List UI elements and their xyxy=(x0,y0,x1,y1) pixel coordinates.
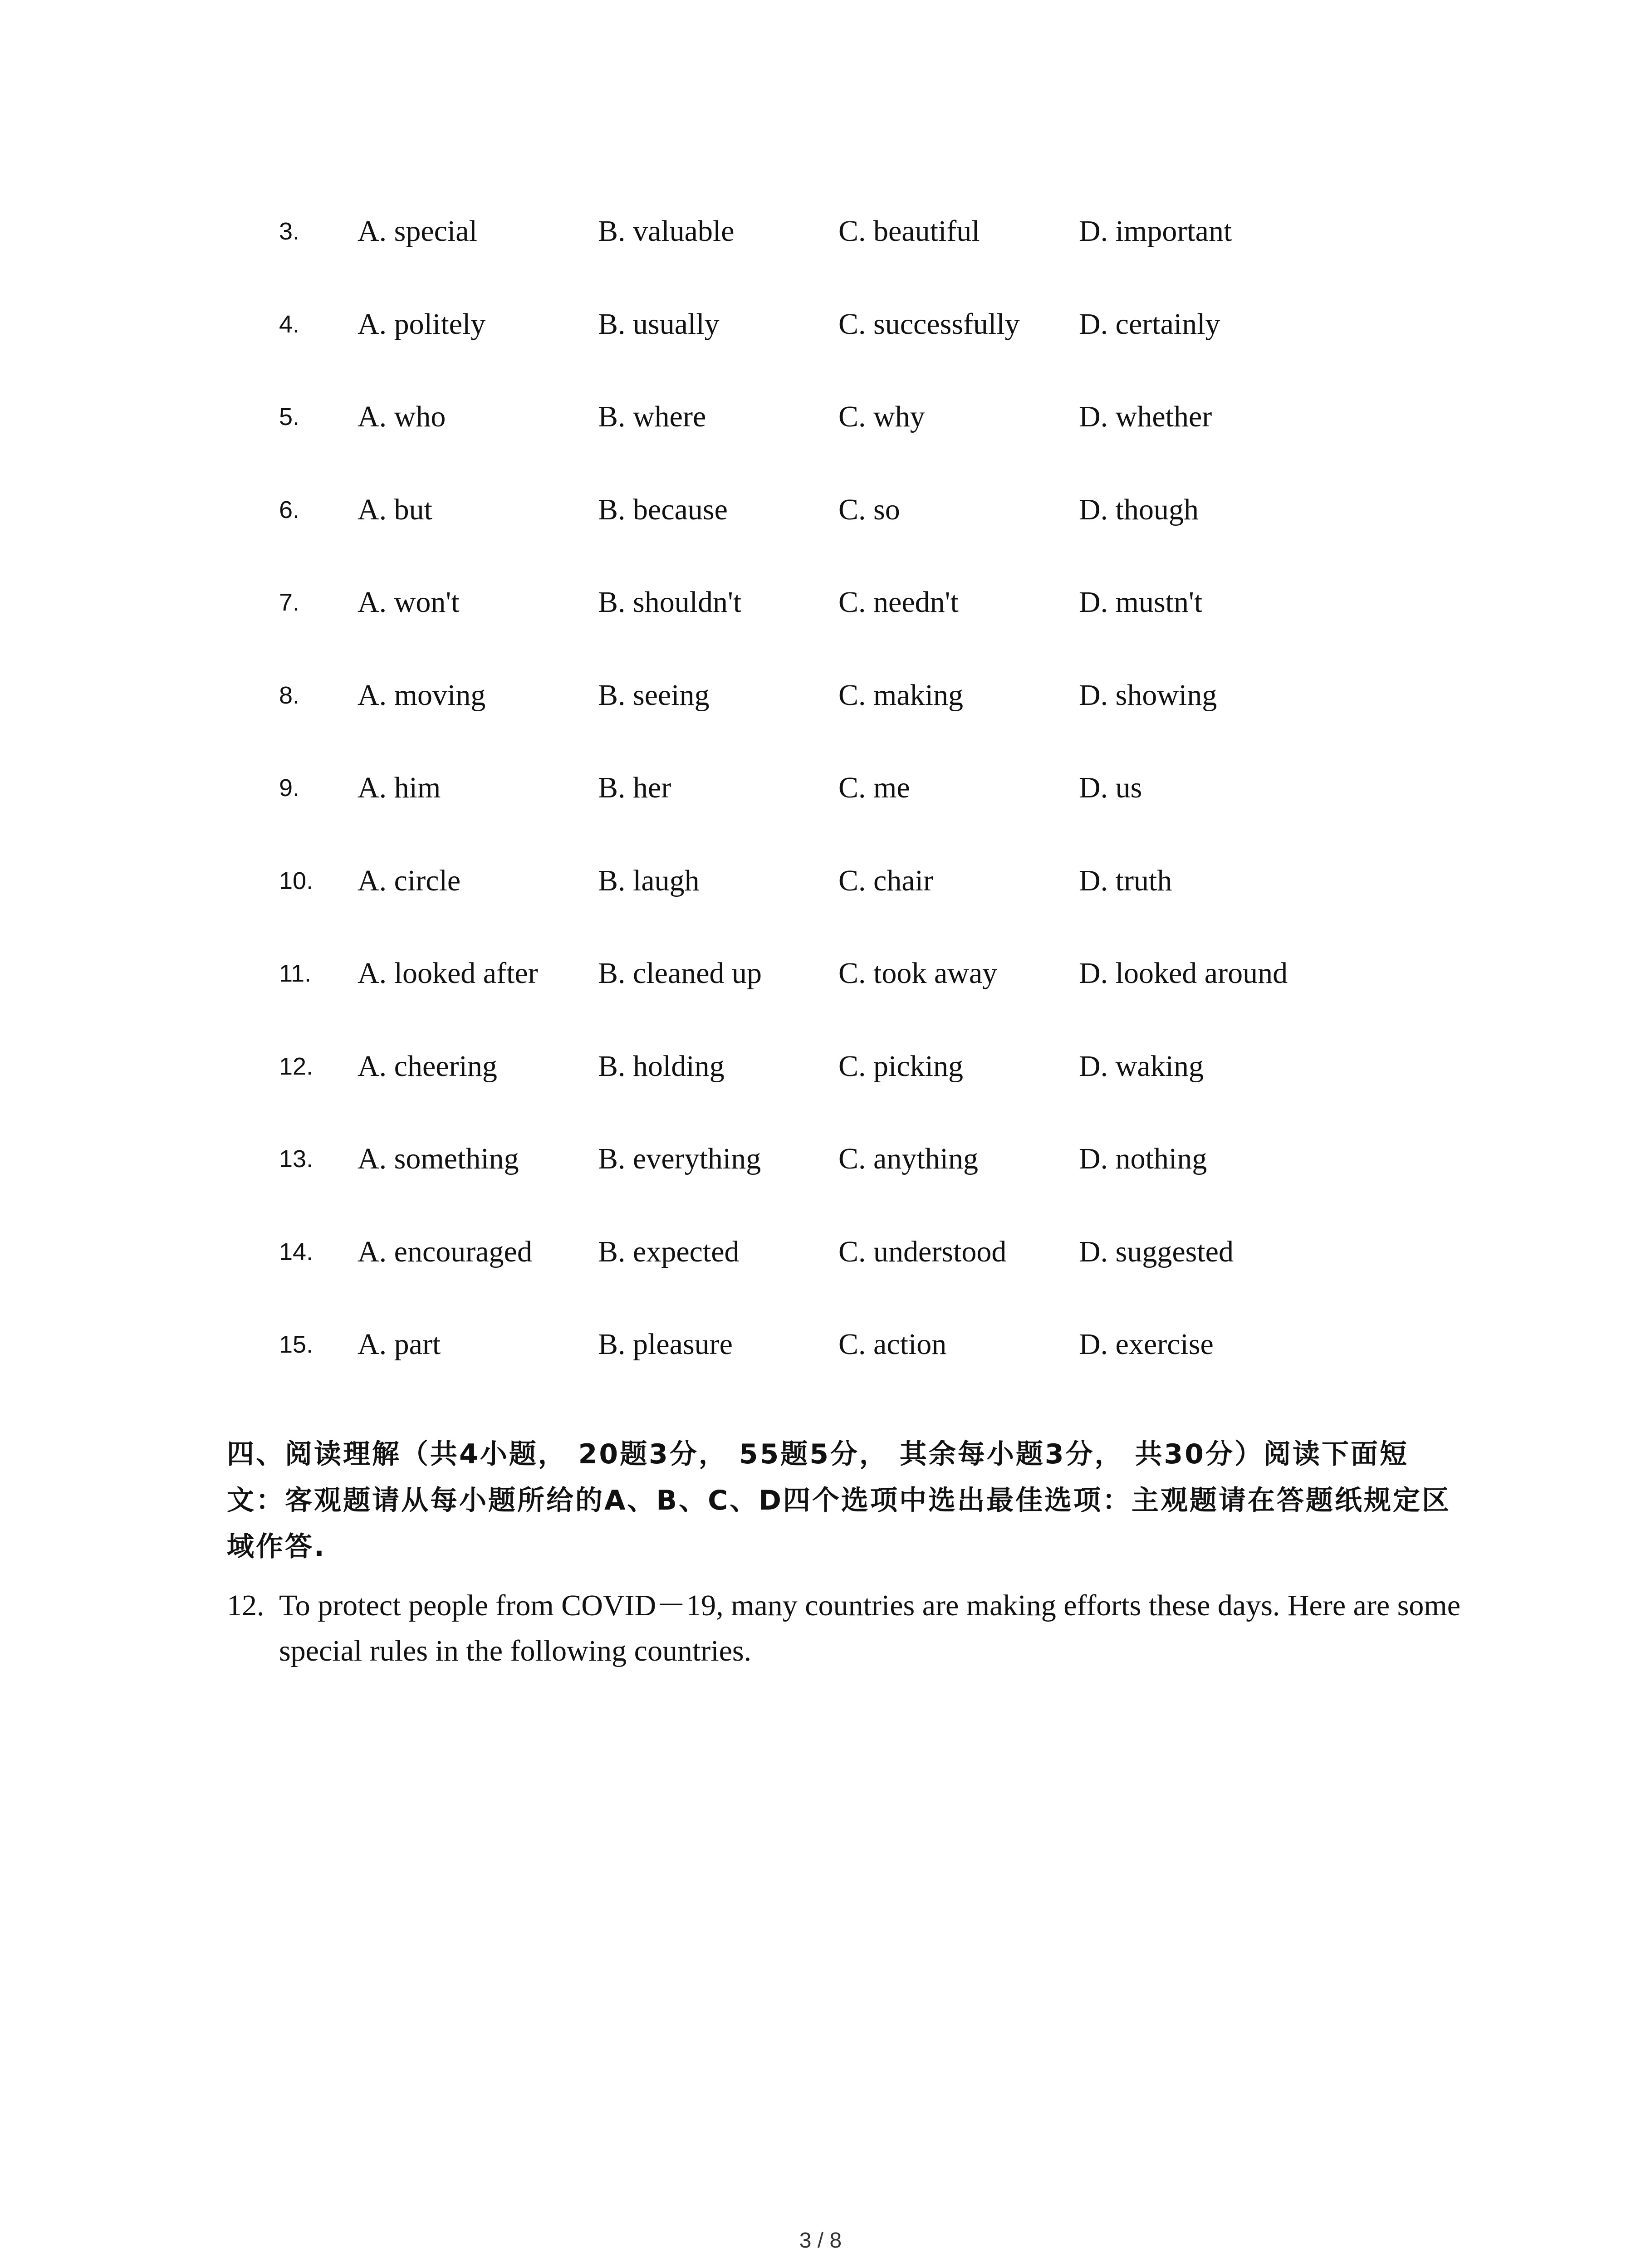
question-number: 9. xyxy=(279,774,300,802)
question-row xyxy=(0,1326,1641,1381)
option-a: A. who xyxy=(358,400,446,433)
question-number: 11. xyxy=(279,960,312,987)
passage-number: 12. xyxy=(227,1589,265,1622)
option-b: B. cleaned up xyxy=(598,957,762,990)
question-row xyxy=(0,492,1641,546)
option-d: D. waking xyxy=(1079,1050,1204,1083)
question-number: 5. xyxy=(279,403,300,430)
option-c: C. picking xyxy=(838,1050,963,1083)
option-a: A. part xyxy=(358,1328,441,1361)
option-d: D. truth xyxy=(1079,864,1172,897)
question-number: 6. xyxy=(279,496,300,523)
option-c: C. needn't xyxy=(838,586,959,619)
option-d: D. mustn't xyxy=(1079,586,1203,619)
option-a: A. cheering xyxy=(358,1050,497,1083)
option-c: C. so xyxy=(838,493,900,526)
option-b: B. seeing xyxy=(598,679,710,712)
question-number: 8. xyxy=(279,682,300,709)
option-c: C. anything xyxy=(838,1142,978,1175)
question-number: 12. xyxy=(279,1053,314,1080)
question-row xyxy=(0,770,1641,824)
option-b: B. holding xyxy=(598,1050,725,1083)
option-d: D. exercise xyxy=(1079,1328,1214,1361)
option-b: B. shouldn't xyxy=(598,586,742,619)
option-d: D. certainly xyxy=(1079,308,1220,341)
option-a: A. something xyxy=(358,1142,519,1175)
option-b: B. everything xyxy=(598,1142,761,1175)
section-heading: 四、阅读理解（共4小题， 20题3分， 55题5分， 其余每小题3分， 共30分）阅读下面短文：客观题请从每小题所给的A、B、C、D四个选项中选出最佳选项：主观题请在答题纸规定区域作答. xyxy=(227,1438,1451,1563)
option-b: B. laugh xyxy=(598,864,700,897)
option-c: C. action xyxy=(838,1328,947,1361)
question-number: 15. xyxy=(279,1331,314,1358)
option-a: A. moving xyxy=(358,679,486,712)
option-c: C. me xyxy=(838,771,910,804)
option-d: D. though xyxy=(1079,493,1199,526)
option-b: B. where xyxy=(598,400,706,433)
option-b: B. valuable xyxy=(598,215,735,248)
question-row xyxy=(0,213,1641,268)
option-d: D. looked around xyxy=(1079,957,1288,990)
option-a: A. him xyxy=(358,771,441,804)
option-d: D. important xyxy=(1079,215,1232,248)
question-row xyxy=(0,955,1641,1010)
question-row xyxy=(0,1048,1641,1103)
option-c: C. understood xyxy=(838,1235,1007,1268)
option-c: C. successfully xyxy=(838,308,1020,341)
question-row xyxy=(0,306,1641,361)
question-row xyxy=(0,863,1641,917)
option-a: A. won't xyxy=(358,586,460,619)
option-b: B. pleasure xyxy=(598,1328,733,1361)
page-number: 3 / 8 xyxy=(799,2229,842,2253)
question-row xyxy=(0,1234,1641,1288)
question-row xyxy=(0,677,1641,732)
question-row xyxy=(0,399,1641,453)
option-a: A. encouraged xyxy=(358,1235,532,1268)
option-b: B. usually xyxy=(598,308,720,341)
question-number: 10. xyxy=(279,867,314,894)
option-d: D. suggested xyxy=(1079,1235,1234,1268)
option-a: A. but xyxy=(358,493,432,526)
question-number: 13. xyxy=(279,1145,314,1173)
option-a: A. politely xyxy=(358,308,486,341)
passage-intro: To protect people from COVID－19, many countries are making efforts these days. Here are some special rules in the following countries. xyxy=(279,1589,1461,1667)
option-b: B. because xyxy=(598,493,728,526)
option-c: C. chair xyxy=(838,864,933,897)
option-a: A. special xyxy=(358,215,477,248)
option-d: D. showing xyxy=(1079,679,1217,712)
option-c: C. took away xyxy=(838,957,998,990)
option-d: D. us xyxy=(1079,771,1142,804)
option-a: A. looked after xyxy=(358,957,538,990)
question-number: 3. xyxy=(279,218,300,245)
question-row xyxy=(0,584,1641,639)
option-c: C. beautiful xyxy=(838,215,980,248)
question-number: 7. xyxy=(279,589,300,616)
option-b: B. expected xyxy=(598,1235,740,1268)
option-d: D. nothing xyxy=(1079,1142,1207,1175)
question-row xyxy=(0,1141,1641,1195)
option-d: D. whether xyxy=(1079,400,1212,433)
option-b: B. her xyxy=(598,771,671,804)
question-number: 14. xyxy=(279,1238,314,1266)
question-number: 4. xyxy=(279,311,300,338)
option-a: A. circle xyxy=(358,864,461,897)
option-c: C. why xyxy=(838,400,925,433)
option-c: C. making xyxy=(838,679,963,712)
